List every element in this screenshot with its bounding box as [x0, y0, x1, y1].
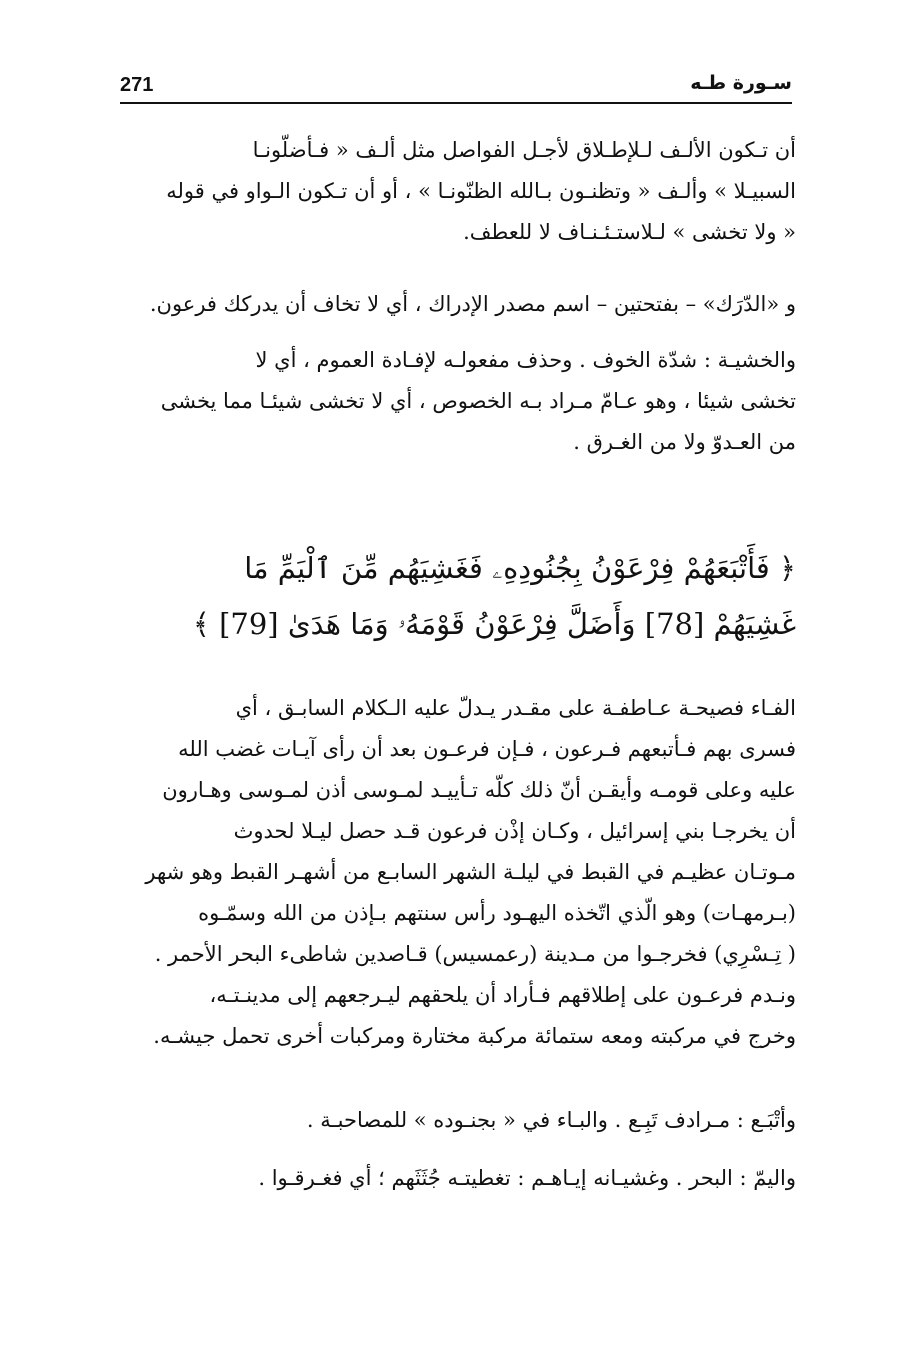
commentary-paragraph-3 [108, 340, 796, 463]
commentary-paragraph-4 [108, 688, 796, 1057]
text-line: و «الدّرَك» – بفتحتين – اسم مصدر الإدراك ، أي لا تخاف أن يدركك فرعون. [149, 292, 796, 316]
text-line: وخرج في مركبته ومعه ستمائة مركبة مختارة ومركبات أخرى تحمل جيشـه. [153, 1024, 796, 1048]
verse-line: ﴿ فَأَتْبَعَهُمْ فِرْعَوْنُ بِجُنُودِهِۦ فَغَشِيَهُم مِّنَ ٱلْيَمِّ مَا [244, 551, 796, 585]
text-line: مـوتـان عظيـم في القبط في ليلـة الشهر السابـع من أشهـر القبط وهو شهر [145, 860, 796, 884]
text-line: « ولا تخشى » لـلاستـئـنـاف لا للعطف. [463, 220, 796, 244]
page-header [120, 72, 792, 104]
text-line: ونـدم فرعـون على إطلاقهم فـأراد أن يلحقهم ليـرجعهم إلى مدينـتـه، [209, 983, 796, 1007]
quran-verse-block [108, 540, 796, 652]
verse-line: غَشِيَهُمْ [78] وَأَضَلَّ فِرْعَوْنُ قَوْمَهُۥ وَمَا هَدَىٰ [79] ﴾ [192, 607, 796, 641]
text-line: أن يخرجـا بني إسرائيل ، وكـان إذْن فرعون قـد حصل ليـلا لحدوث [233, 819, 796, 843]
text-line: واليمّ : البحر . وغشيـانه إيـاهـم : تغطيتـه جُثَثَهم ؛ أي فغـرقـوا . [258, 1166, 796, 1190]
text-line: عليه وعلى قومـه وأيقـن أنّ ذلك كلّه تـأييـد لمـوسى أذن لمـوسى وهـارون [162, 778, 796, 802]
text-line: وأتْبَـع : مـرادف تَبِـع . والبـاء في « بجنـوده » للمصاحبـة . [306, 1108, 796, 1132]
commentary-paragraph-5 [108, 1100, 796, 1141]
text-line: (بـرمهـات) وهو الّذي اتّخذه اليهـود رأس سنتهم بـإذن من الله وسمّـوه [198, 901, 796, 925]
text-line: فسرى بهم فـأتبعهم فـرعون ، فـإن فرعـون بعد أن رأى آيـات غضب الله [178, 737, 796, 761]
text-line: الفـاء فصيحـة عـاطفـة على مقـدر يـدلّ عليه الـكلام السابـق ، أي [235, 696, 796, 720]
page-number: 271 [120, 74, 154, 96]
text-line: ( تِـسْرِي) فخرجـوا من مـدينة (رعمسيس) قـاصدين شاطىء البحر الأحمر . [154, 942, 796, 966]
text-line: السبيـلا » وألـف « وتظنـون بـالله الظنّونـا » ، أو أن تـكون الـواو في قوله [166, 179, 796, 203]
text-line: تخشى شيئا ، وهو عـامّ مـراد بـه الخصوص ، أي لا تخشى شيئـا مما يخشى [160, 389, 796, 413]
commentary-paragraph-2 [108, 284, 796, 325]
text-line: والخشيـة : شدّة الخوف . وحذف مفعولـه لإفـادة العموم ، أي لا [255, 348, 796, 372]
surah-title: سـورة طـه [690, 72, 792, 94]
text-line: أن تـكون الألـف لـلإطـلاق لأجـل الفواصل مثل ألـف « فـأضلّونـا [252, 138, 796, 162]
commentary-paragraph-1 [108, 130, 796, 253]
commentary-paragraph-6 [108, 1158, 796, 1199]
text-line: من العـدوّ ولا من الغـرق . [573, 430, 796, 454]
